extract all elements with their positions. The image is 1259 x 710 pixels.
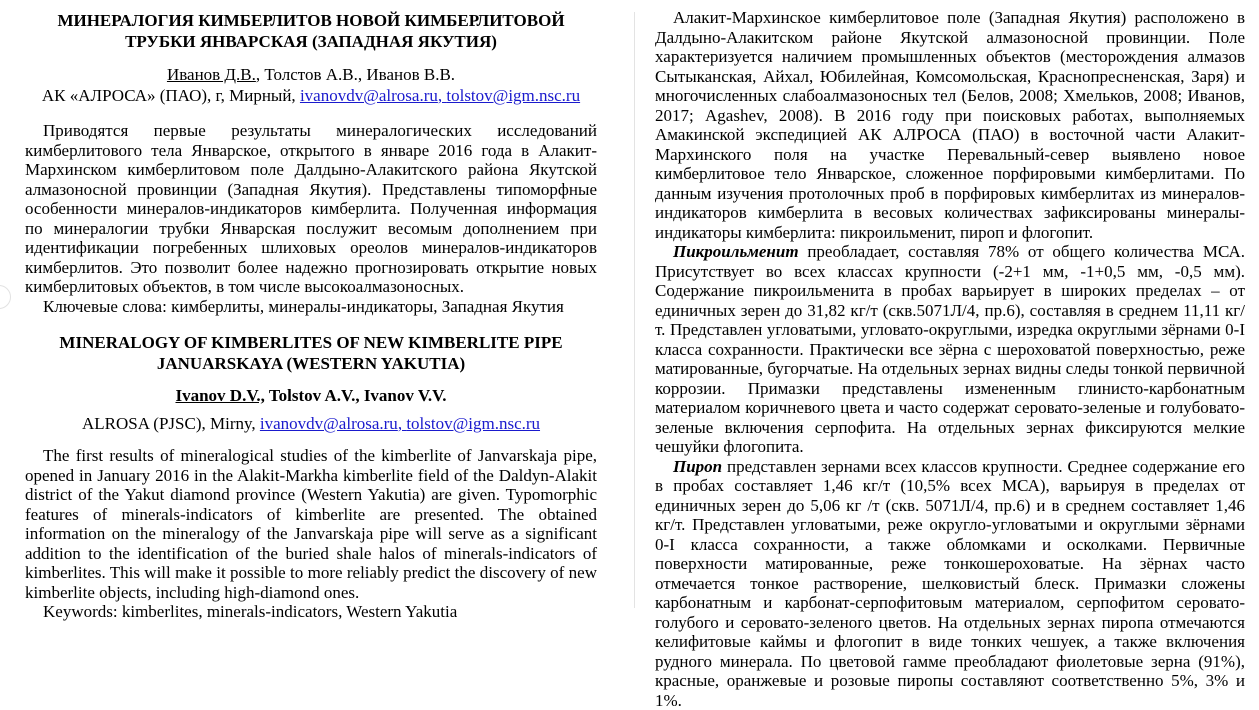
email-link-ivanovdv[interactable]: ivanovdv@alrosa.ru: [300, 86, 438, 105]
ru-title: МИНЕРАЛОГИЯ КИМБЕРЛИТОВ НОВОЙ КИМБЕРЛИТОВОЙ ТРУБКИ ЯНВАРСКАЯ (ЗАПАДНАЯ ЯКУТИЯ): [25, 10, 597, 52]
ru-authors: [25, 65, 597, 84]
page-edge-circle-marker: [0, 285, 11, 309]
email-link-tolstov[interactable]: tolstov@igm.nsc.ru: [446, 86, 580, 105]
en-abstract: The first results of mineralogical studies of the kimberlite of Janvarskaja pipe, opened in January 2016 in the Alakit-Markha kimberlite field of the Daldyn-Alakit district of the Yakut diamond province (Western Yakutia) are given. Typomorphic features of minerals-indicators of kimberlite are presented. The obtained information on the mineralogy of the Janvarskaja pipe will serve as a significant addition to the identification of the buried shale halos of minerals-indicators of kimberlites. This will make it possible to more reliably predict the discovery of new kimberlite objects, including high-diamond ones.: [25, 446, 597, 602]
email-link-ivanovdv-en[interactable]: ivanovdv@alrosa.ru: [260, 414, 398, 433]
left-column: [25, 10, 597, 622]
en-author-first: Ivanov D.V.,: [175, 386, 264, 405]
en-keywords: Keywords: kimberlites, minerals-indicators, Western Yakutia: [25, 602, 597, 622]
en-affiliation-text: ALROSA (PJSC), Mirny,: [82, 414, 260, 433]
picroilmenite-text: преобладает, составляя 78% от общего количества МСА. Присутствует во всех классах крупности (-2+1 мм, -1+0,5 мм, -0,5 мм). Содержание пикроильменита в пробах варьирует в широких пределах – от единичных зерен до 31,82 кг/т (скв.5071Л/4, пр.6), составляя в среднем 11,11 кг/т. Представлен угловатыми, угловато-округлыми, изредка округлыми зёрнами 0-I класса сохранности. Практически все зёрна с шероховатой поверхностью, реже матированные, бугорчатые. На отдельных зернах видны следы тонкой первичной коррозии. Примазки представлены измененным глинисто-карбонатным материалом коричневого цвета и часто содержат серовато-зеленые и голубовато-зеленые включения серпофита. На отдельных зернах фиксируются мелкие чешуйки флогопита.: [655, 242, 1245, 456]
en-authors-rest: Tolstov A.V., Ivanov V.V.: [265, 386, 447, 405]
en-title: MINERALOGY OF KIMBERLITES OF NEW KIMBERLITE PIPE JANUARSKAYA (WESTERN YAKUTIA): [25, 332, 597, 374]
paragraph-field-overview: Алакит-Мархинское кимберлитовое поле (Западная Якутия) расположено в Далдыно-Алакитском районе Якутской алмазоносной провинции. Поле характеризуется наличием промышленных объектов (месторождения алмазов Сытыканская, Айхал, Юбилейная, Комсомольская, Краснопресненская, Заря) и многочисленных слабоалмазоносных тел (Белов, 2008; Хмельков, 2008; Иванов, 2017; Agashev, 2008). В 2016 году при поисковых работах, выполняемых Амакинской экспедицией АК АЛРОСА (ПАО) в восточной части Алакит-Мархинского поля на участке Перевальный-север выявлено новое кимберлитовое тело Январское, сложенное порфировыми кимберлитами. По данным изучения протолочных проб в порфировых кимберлитах из минералов-индикаторов кимберлита в весовых количествах зафиксированы минералы-индикаторы кимберлита: пикроильменит, пироп и флогопит.: [655, 8, 1245, 242]
ru-author-first: Иванов Д.В.: [167, 65, 256, 84]
right-column: [655, 8, 1245, 710]
ru-affiliation-text: АК «АЛРОСА» (ПАО), г, Мирный,: [42, 86, 300, 105]
ru-keywords: Ключевые слова: кимберлиты, минералы-индикаторы, Западная Якутия: [25, 297, 597, 317]
pyrope-lead-term: Пироп: [673, 457, 722, 476]
en-affiliation: [25, 414, 597, 433]
ru-authors-rest: , Толстов А.В., Иванов В.В.: [256, 65, 455, 84]
pyrope-text: представлен зернами всех классов крупности. Среднее содержание его в пробах составляет 1,46 кг/т (10,5% всех МСА), варьируя в пределах от единичных зерен до 5,06 кг /т (скв. 5071Л/4, пр.6) и в среднем составляет 1,46 кг/т. Представлен угловатыми, реже округло-угловатыми и округлыми зёрнами 0-I класса сохранности, а также обломками и осколками. Первичные поверхности матированные, реже тонкошероховатые. На зёрнах часто отмечается тонкое растворение, шелковистый блеск. Примазки сложены карбонатным и карбонат-серпофитовым материалом, серпофитом серовато-голубого и серовато-зеленого цветов. На отдельных зернах пиропа отмечаются келифитовые каймы и флогопит в виде тонких чешуек, а также включения рудного минерала. По цветовой гамме преобладают фиолетовые зерна (91%), красные, оранжевые и розовые пиропы составляют соответственно 5%, 3% и 1%.: [655, 457, 1245, 710]
paragraph-picroilmenite: [655, 242, 1245, 457]
picroilmenite-lead-term: Пикроильменит: [673, 242, 799, 261]
email-link-tolstov-en[interactable]: tolstov@igm.nsc.ru: [406, 414, 540, 433]
email-separator-en: ,: [398, 414, 407, 433]
paragraph-pyrope: [655, 457, 1245, 710]
ru-abstract: Приводятся первые результаты минералогических исследований кимберлитового тела Январское, открытого в январе 2016 года в Алакит-Мархинском кимберлитовом поле Далдыно-Алакитского района Якутской алмазоносной провинции (Западная Якутия). Представлены типоморфные особенности минералов-индикаторов кимберлита. Полученная информация по минералогии трубки Январская послужит весомым дополнением при идентификации погребенных шлиховых ореолов минералов-индикаторов кимберлитов. Это позволит более надежно прогнозировать открытие новых кимберлитовых объектов, в том числе высокоалмазоносных.: [25, 121, 597, 297]
column-divider: [634, 12, 635, 608]
email-separator: ,: [438, 86, 447, 105]
en-authors: [25, 386, 597, 405]
ru-affiliation: [25, 86, 597, 105]
